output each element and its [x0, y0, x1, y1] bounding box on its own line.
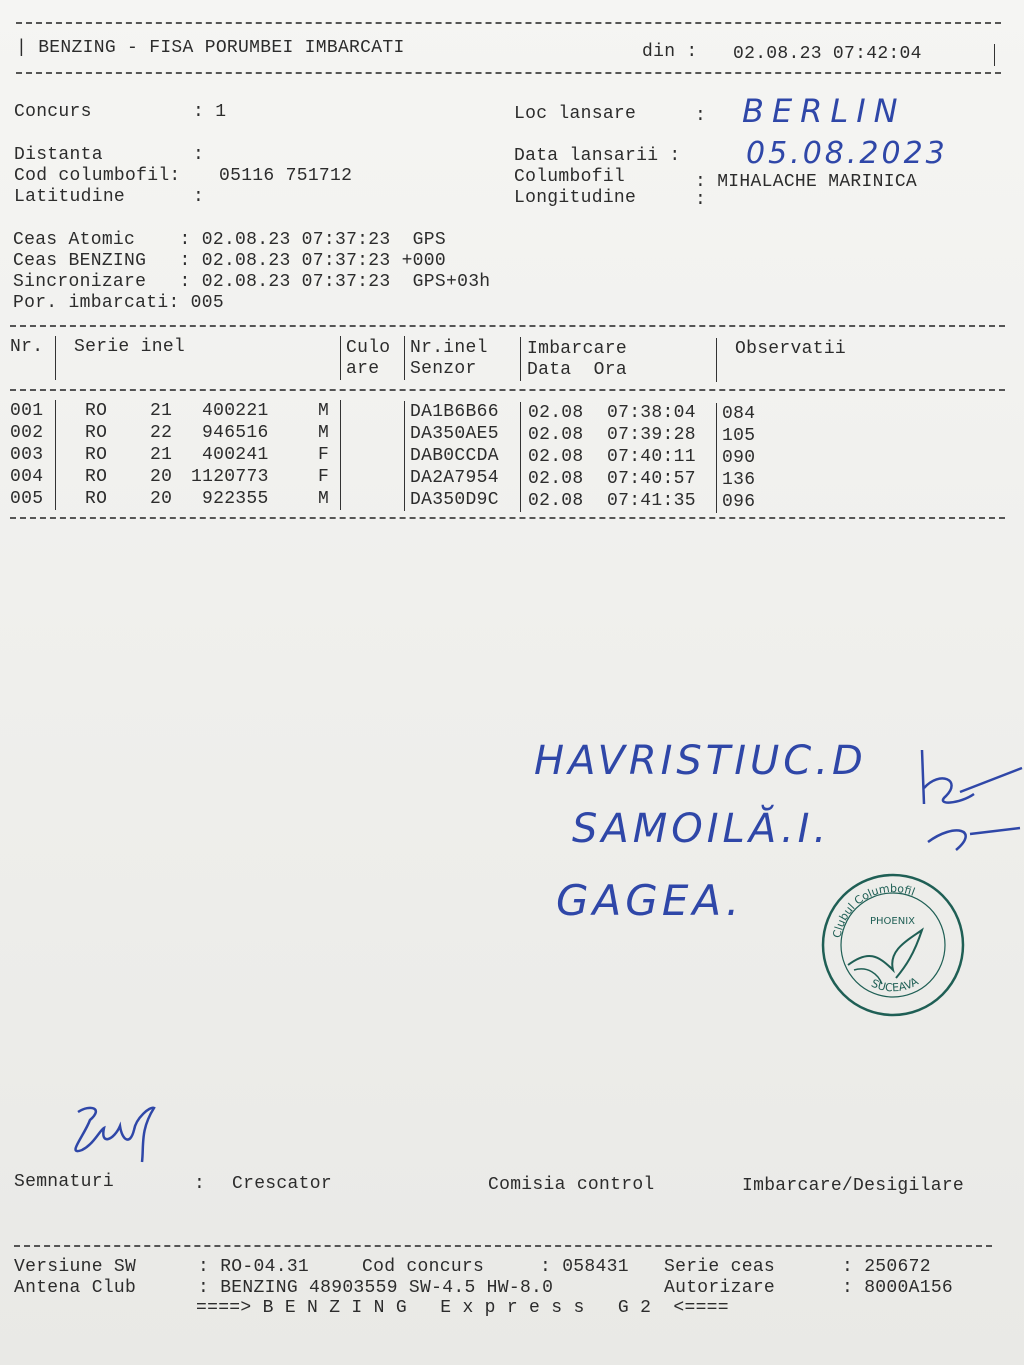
signature-scribble-right [900, 730, 1024, 870]
distanta-label: Distanta [14, 145, 103, 165]
handwritten-name-1: HAVRISTIUC.D [534, 738, 867, 784]
form-paper: | BENZING - FISA PORUMBEI IMBARCATI din : 02.08.23 07:42:04 Concurs : 1 Loc lansare : BERLIN Distanta : Data lansarii : 05.08.2023 Cod columbofil: 05116 751712 Columbofil : MIHALACHE MARINICA Latitudine : Longitudine : Ceas Atomic : 02.08.23 07:37:23 GPS Ceas BENZING : 02.08.23 07:37:23 +000 Sincronizare : 02.08.23 07:37:23 GPS+03h Por. imbarcati: 005 Nr. Serie inel Culo are Nr.inel Senzor Imbarcare Data Ora Observatii 001 RO 21 400221 M DA1B6B66 02.08 07:38:04 084 002 RO 22 946516 M DA350AE5 02.08 07:39:28 105 003 RO 21 400241 F DAB0CCDA 02.08 07:40:11 090 004 RO 20 1120773 F DA2A7954 02.08 07:40:57 136 005 RO 20 922355 M DA350D9C 02.08 07:41:35 096 HAVRISTIUC.D SAMOILĂ.I. GAGEA. Clubul Columbofil PHOENIX SUCEAVA Semnaturi : Crescator Comisia control Imbarcare/Desigilare Versiune SW : RO-04.31 Cod concurs : 058431 Serie ceas : 250672 Antena Club : BENZING 48903559 SW-4.5 HW-8.0 Autorizare : 8000A156 ====> B E N Z I N G E x p r e s s G 2 <==== [0, 0, 1024, 1365]
semnaturi-label: Semnaturi [14, 1172, 114, 1192]
antena-label: Antena Club [14, 1278, 137, 1298]
concurs-label: Concurs [14, 102, 92, 122]
col-sep [340, 400, 341, 510]
header-right-bar [994, 44, 995, 66]
cod-columbofil-value: 05116 751712 [219, 166, 353, 186]
longitudine-label: Longitudine [514, 188, 637, 208]
col-header-serie: Serie inel [74, 337, 186, 357]
clock-row: Sincronizare : 02.08.23 07:37:23 GPS+03h [13, 272, 491, 292]
col-header-nr: Nr. [10, 337, 44, 357]
data-lansarii-label: Data lansarii : [514, 146, 681, 166]
svg-text:Clubul Columbofil: Clubul Columbofil [830, 881, 917, 939]
col-header-culoare-2: are [346, 359, 380, 379]
handwritten-name-2: SAMOILĂ.I. [572, 806, 831, 852]
din-label: din : [642, 42, 698, 62]
versiune-value: : RO-04.31 [198, 1257, 310, 1277]
cod-concurs-value: : 058431 [540, 1257, 629, 1277]
autorizare-label: Autorizare [664, 1278, 776, 1298]
columbofil-label: Columbofil [514, 167, 626, 187]
cod-columbofil-label: Cod columbofil: [14, 166, 181, 186]
latitudine-value: : [193, 187, 205, 207]
col-sep [716, 338, 717, 382]
form-title: | BENZING - FISA PORUMBEI IMBARCATI [16, 38, 405, 58]
col-sep [520, 337, 521, 381]
divider-top [16, 22, 1001, 24]
signature-crescator: Crescator [232, 1174, 332, 1194]
din-value: 02.08.23 07:42:04 [733, 44, 922, 64]
clock-row: Ceas Atomic : 02.08.23 07:37:23 GPS [13, 230, 446, 250]
signature-imbarcare: Imbarcare/Desigilare [742, 1176, 965, 1196]
clock-row: Por. imbarcati: 005 [13, 293, 224, 313]
handwritten-name-3: GAGEA. [556, 876, 744, 925]
concurs-value: : 1 [193, 102, 227, 122]
autorizare-value: : 8000A156 [842, 1278, 954, 1298]
semnaturi-colon: : [194, 1174, 206, 1194]
col-header-nrinel-2: Senzor [410, 359, 477, 379]
col-sep [716, 403, 717, 513]
loc-lansare-handwritten: BERLIN [742, 92, 906, 130]
data-lansarii-handwritten: 05.08.2023 [746, 136, 948, 171]
col-sep [520, 402, 521, 512]
col-header-observatii: Observatii [735, 339, 847, 359]
col-sep [55, 400, 56, 510]
col-sep [404, 336, 405, 380]
signature-scribble-left [60, 1100, 170, 1170]
divider-footer [14, 1245, 992, 1247]
footer-banner: ====> B E N Z I N G E x p r e s s G 2 <==== [196, 1298, 729, 1318]
col-sep [55, 336, 56, 380]
col-sep [340, 336, 341, 380]
antena-value: : BENZING 48903559 SW-4.5 HW-8.0 [198, 1278, 554, 1298]
longitudine-value: : [695, 190, 707, 210]
signature-comisia: Comisia control [488, 1175, 655, 1195]
divider-table-head [10, 389, 1005, 391]
svg-text:PHOENIX: PHOENIX [870, 916, 916, 927]
serie-ceas-value: : 250672 [842, 1257, 931, 1277]
serie-ceas-label: Serie ceas [664, 1257, 776, 1277]
col-header-imbarcare-2: Data Ora [527, 360, 627, 380]
clock-row: Ceas BENZING : 02.08.23 07:37:23 +000 [13, 251, 446, 271]
loc-lansare-colon: : [695, 106, 707, 126]
col-sep [404, 401, 405, 511]
divider-table-bottom [10, 517, 1005, 519]
divider-table-top [10, 325, 1005, 327]
columbofil-value: : MIHALACHE MARINICA [695, 172, 918, 192]
cod-concurs-label: Cod concurs [362, 1257, 485, 1277]
loc-lansare-label: Loc lansare [514, 104, 637, 124]
col-header-nrinel-1: Nr.inel [410, 338, 488, 358]
divider-header [16, 72, 1001, 74]
col-header-imbarcare-1: Imbarcare [527, 339, 627, 359]
latitudine-label: Latitudine [14, 187, 126, 207]
versiune-label: Versiune SW [14, 1257, 137, 1277]
club-stamp-seal [818, 870, 968, 1020]
distanta-value: : [193, 145, 205, 165]
col-header-culoare-1: Culo [346, 338, 391, 358]
svg-text:SUCEAVA: SUCEAVA [869, 974, 921, 995]
